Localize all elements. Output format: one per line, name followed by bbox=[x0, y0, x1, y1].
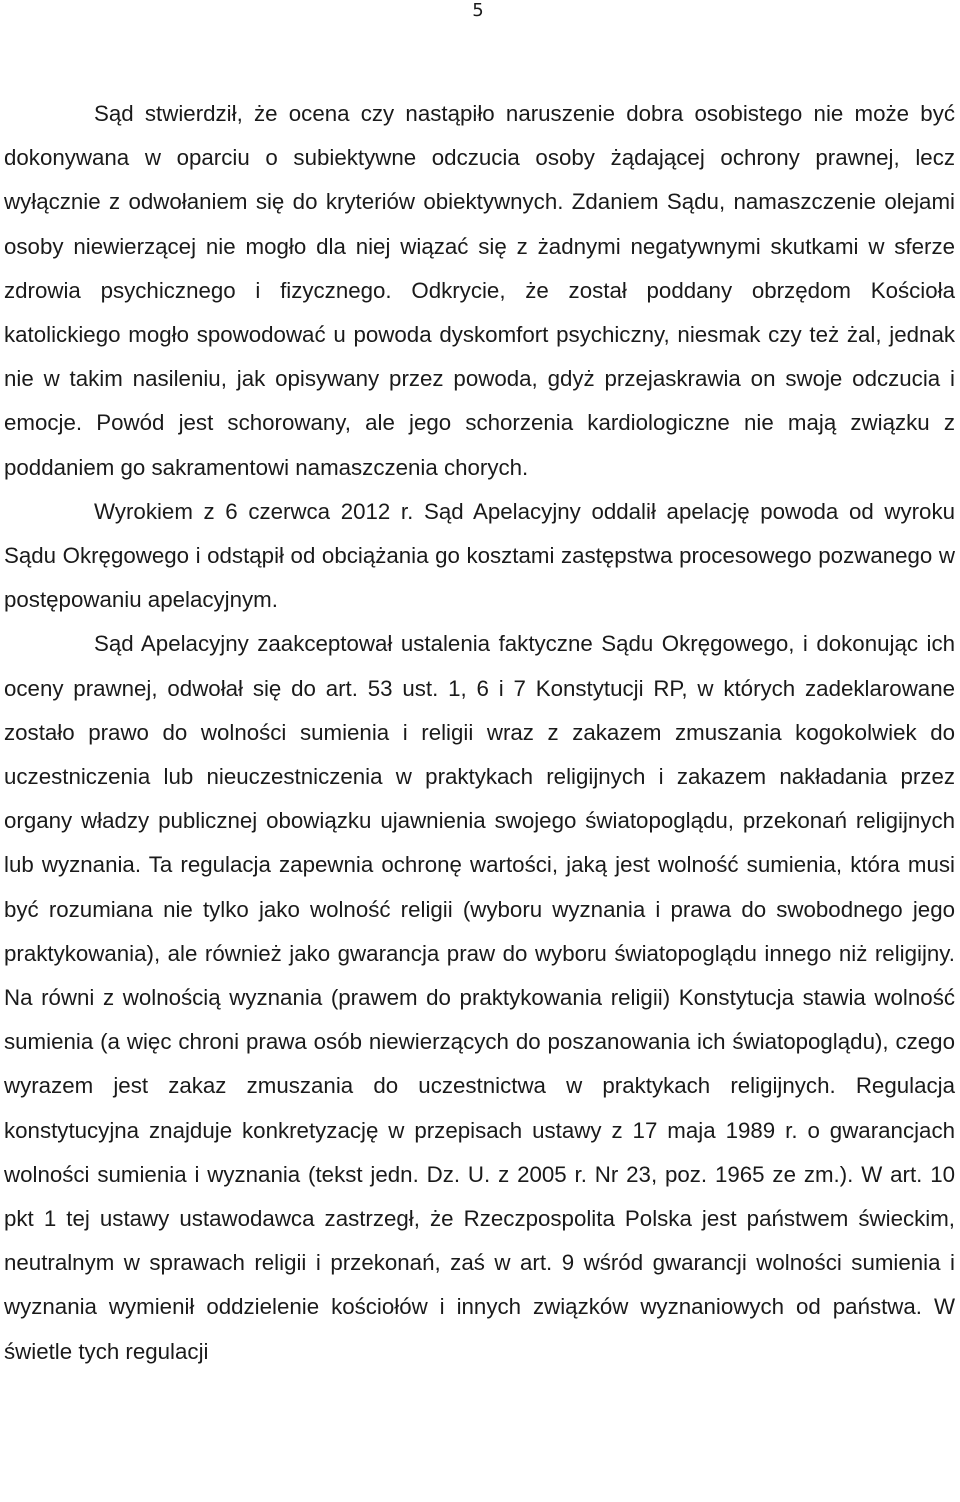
paragraph-court-finding: Sąd stwierdził, że ocena czy nastąpiło naruszenie dobra osobistego nie może być dokonywana w oparciu o subiektywne odczucia osoby żądającej ochrony prawnej, lecz wyłącznie z odwołaniem się do kryteriów obiektywnych. Zdaniem Sądu, namaszczenie olejami osoby niewierzącej nie mogło dla niej wiązać się z żadnymi negatywnymi skutkami w sferze zdrowia psychicznego i fizycznego. Odkrycie, że został poddany obrzędom Kościoła katolickiego mogło spowodować u powoda dyskomfort psychiczny, niesmak czy też żal, jednak nie w takim nasileniu, jak opisywany przez powoda, gdyż przejaskrawia on swoje odczucia i emocje. Powód jest schorowany, ale jego schorzenia kardiologiczne nie mają związku z poddaniem go sakramentowi namaszczenia chorych. bbox=[4, 101, 955, 480]
page-number: 5 bbox=[472, 0, 484, 21]
paragraph-appeal-judgment: Wyrokiem z 6 czerwca 2012 r. Sąd Apelacyjny oddalił apelację powoda od wyroku Sądu Okręgowego i odstąpił od obciążania go kosztami zastępstwa procesowego pozwanego w postępowaniu apelacyjnym. bbox=[4, 498, 955, 613]
paragraph-constitutional-analysis: Sąd Apelacyjny zaakceptował ustalenia faktyczne Sądu Okręgowego, i dokonując ich oceny prawnej, odwołał się do art. 53 ust. 1, 6 i 7 Konstytucji RP, w których zadeklarowane zostało prawo do wolności sumienia i religii wraz z zakazem zmuszania kogokolwiek do uczestniczenia lub nieuczestniczenia w praktykach religijnych i zakazem nakładania przez organy władzy publicznej obowiązku ujawnienia swojego światopoglądu, przekonań religijnych lub wyznania. Ta regulacja zapewnia ochronę wartości, jaką jest wolność sumienia, która musi być rozumiana nie tylko jako wolność religii (wyboru wyznania i prawa do swobodnego jego praktykowania), ale również jako gwarancja praw do wyboru światopoglądu innego niż religijny. Na równi z wolnością wyznania (prawem do praktykowania religii) Konstytucja stawia wolność sumienia (a więc chroni prawa osób niewierzących do poszanowania ich światopoglądu), czego wyrazem jest zakaz zmuszania do uczestnictwa w praktykach religijnych. Regulacja konstytucyjna znajduje konkretyzację w przepisach ustawy z 17 maja 1989 r. o gwarancjach wolności sumienia i wyznania (tekst jedn. Dz. U. z 2005 r. Nr 23, poz. 1965 ze zm.). W art. 10 pkt 1 tej ustawy ustawodawca zastrzegł, że Rzeczpospolita Polska jest państwem świeckim, neutralnym w sprawach religii i przekonań, zaś w art. 9 wśród gwarancji wolności sumienia i wyznania wymienił oddzielenie kościołów i innych związków wyznaniowych od państwa. W świetle tych regulacji bbox=[4, 631, 955, 1364]
document-body bbox=[4, 92, 955, 1374]
